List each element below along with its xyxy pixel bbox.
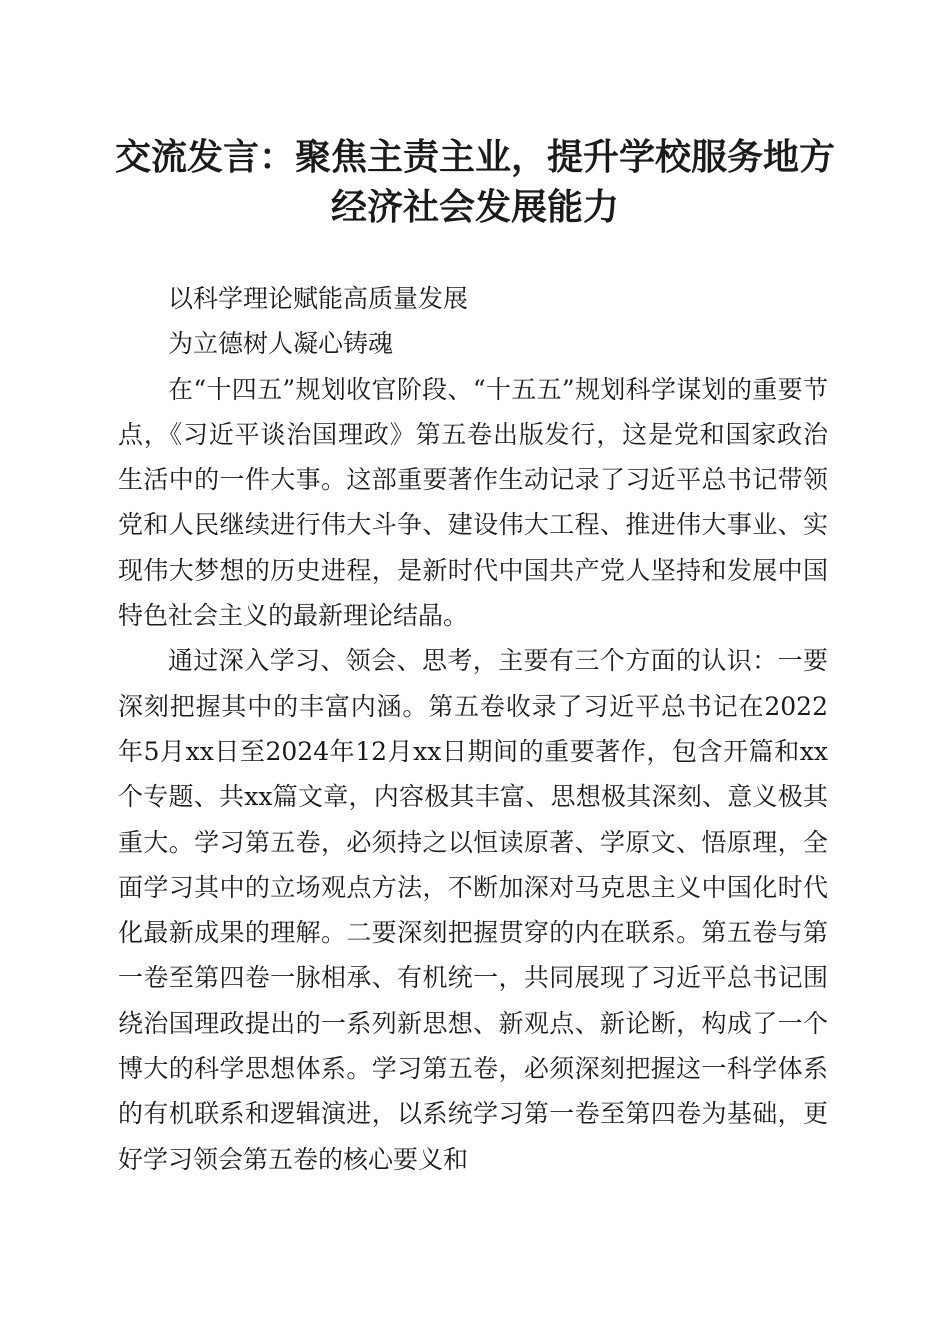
document-title xyxy=(100,132,850,232)
paragraph-intro: 在“十四五”规划收官阶段、“十五五”规划科学谋划的重要节点，《习近平谈治国理政》第五卷出版发行，这是党和国家政治生活中的一件大事。这部重要著作生动记录了习近平总书记带领党和人民继续进行伟大斗争、建设伟大工程、推进伟大事业、实现伟大梦想的历史进程，是新时代中国共产党人坚持和发展中国特色社会主义的最新理论结晶。 xyxy=(118,374,828,631)
paragraph-understanding: 通过深入学习、领会、思考，主要有三个方面的认识：一要深刻把握其中的丰富内涵。第五卷收录了习近平总书记在2022年5月xx日至2024年12月xx日期间的重要著作，包含开篇和xx个专题、共xx篇文章，内容极其丰富、思想极其深刻、意义极其重大。学习第五卷，必须持之以恒读原著、学原文、悟原理，全面学习其中的立场观点方法，不断加深对马克思主义中国化时代化最新成果的理解。二要深刻把握贯穿的内在联系。第五卷与第一卷至第四卷一脉相承、有机统一，共同展现了习近平总书记围绕治国理政提出的一系列新思想、新观点、新论断，构成了一个博大的科学思想体系。学习第五卷，必须深刻把握这一科学体系的有机联系和逻辑演进，以系统学习第一卷至第四卷为基础，更好学习领会第五卷的核心要义和 xyxy=(118,646,828,1174)
subheading-1: 以科学理论赋能高质量发展 xyxy=(168,284,469,313)
title-line-1: 交流发言：聚焦主责主业，提升学校服务地方 xyxy=(114,136,835,178)
document-body xyxy=(118,276,828,1182)
subheading-2: 为立德树人凝心铸魂 xyxy=(168,329,394,359)
title-line-2: 经济社会发展能力 xyxy=(330,186,619,228)
